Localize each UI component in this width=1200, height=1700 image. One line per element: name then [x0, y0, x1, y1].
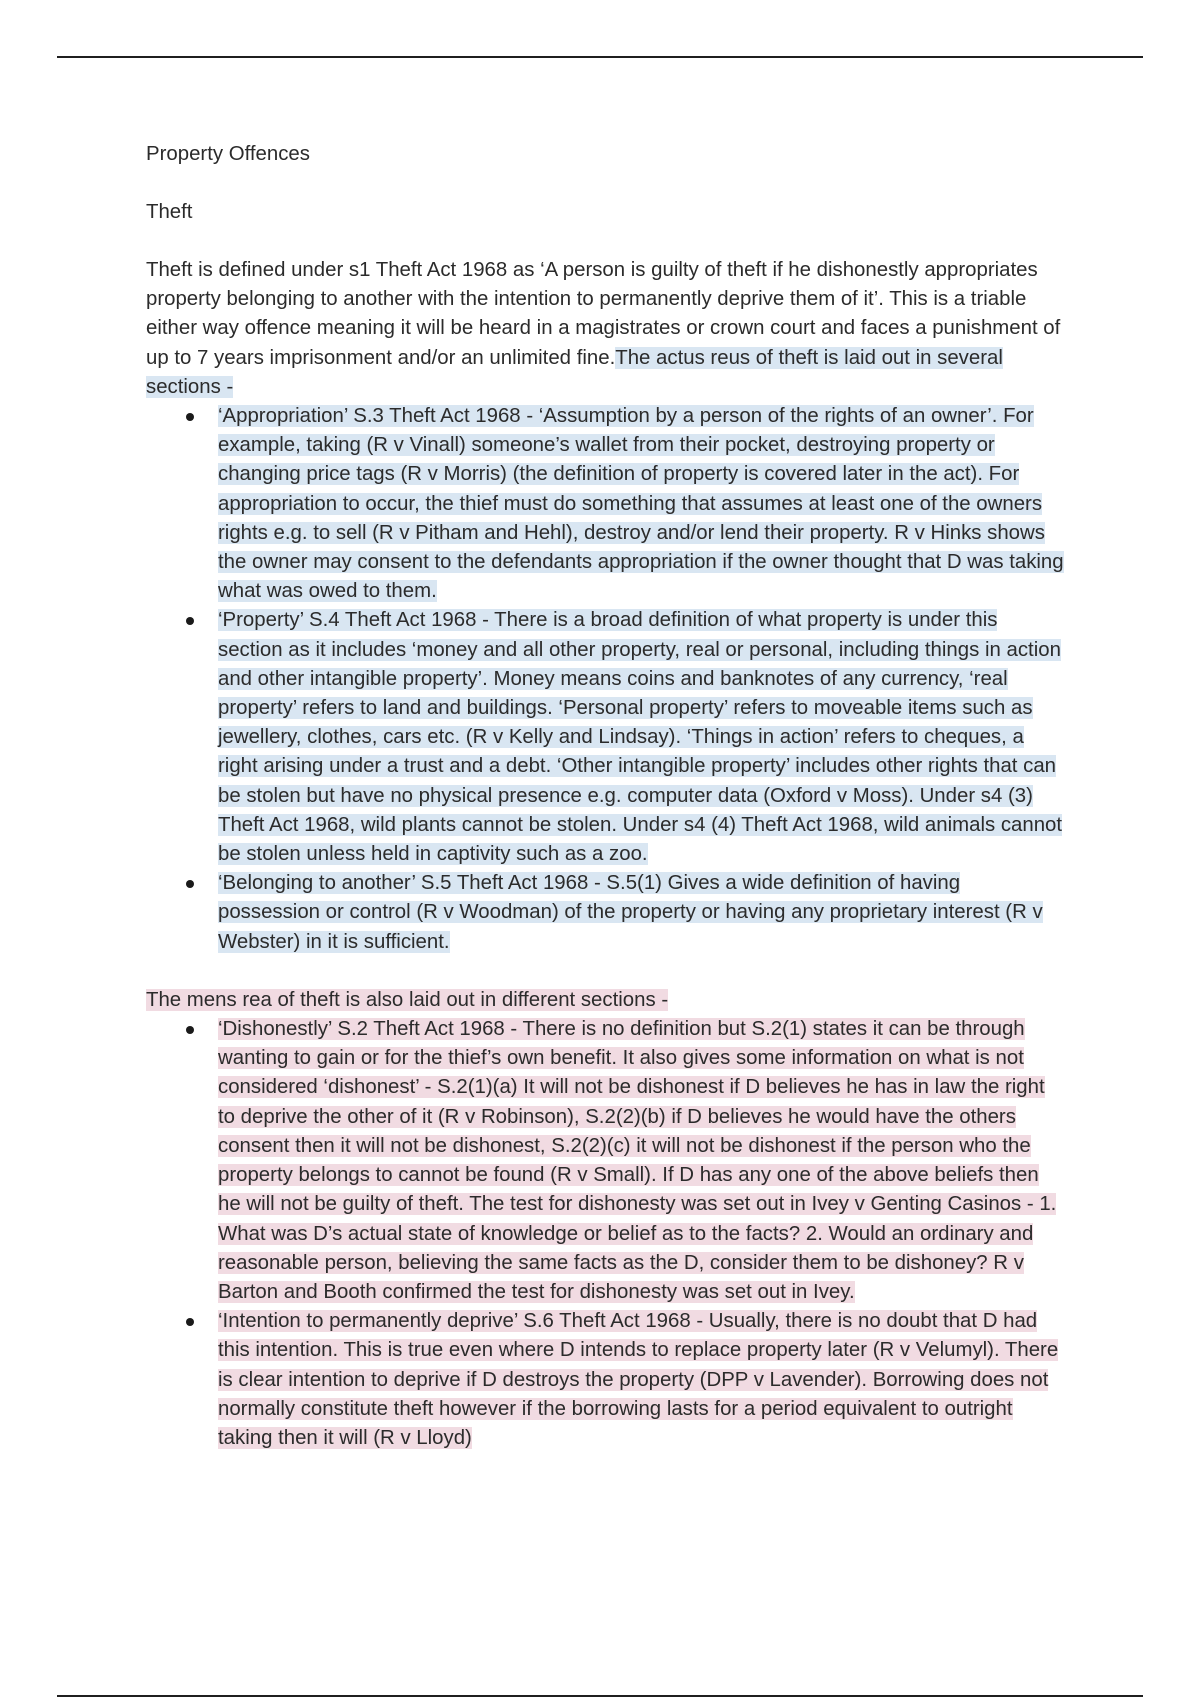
document-title: Property Offences — [146, 143, 310, 165]
list-item — [146, 869, 1066, 957]
bullet-icon — [186, 1318, 194, 1326]
list-item-text: ‘Property’ S.4 Theft Act 1968 - There is a broad definition of what property is under this section as it includes ‘money and all other property, real or personal, including things in action and other intangible property’. Money means coins and banknotes of any currency, ‘real property’ refers to land and buildings. ‘Personal property’ refers to moveable items such as jewellery, clothes, cars etc. (R v Kelly and Lindsay). ‘Things in action’ refers to cheques, a right arising under a trust and a debt. ‘Other intangible property’ includes other rights that can be stolen but have no physical presence e.g. computer data (Oxford v Moss). Under s4 (3) Theft Act 1968, wild plants cannot be stolen. Under s4 (4) Theft Act 1968, wild animals cannot be stolen unless held in captivity such as a zoo. — [218, 609, 1063, 866]
document-body — [146, 140, 1066, 1453]
bullet-icon — [186, 413, 194, 421]
footer-rule — [57, 1695, 1143, 1697]
actus-reus-intro: The actus reus of theft is laid out in several sections - — [146, 346, 1003, 398]
list-item-text: ‘Intention to permanently deprive’ S.6 Theft Act 1968 - Usually, there is no doubt that D had this intention. This is true even where D intends to replace property later (R v Velumyl). There is clear intention to deprive if D destroys the property (DPP v Lavender). Borrowing does not normally constitute theft however if the borrowing lasts for a period equivalent to outright taking then it will (R v Lloyd) — [218, 1310, 1059, 1449]
mens-rea-list — [146, 1015, 1066, 1453]
bullet-icon — [186, 1026, 194, 1034]
section-heading-theft: Theft — [146, 201, 193, 223]
list-item-text: ‘Dishonestly’ S.2 Theft Act 1968 - There is no definition but S.2(1) states it can be through wanting to gain or for the thief’s own benefit. It also gives some information on what is not considered ‘dishonest’ - S.2(1)(a) It will not be dishonest if D believes he has in law the right to deprive the other of it (R v Robinson), S.2(2)(b) if D believes he would have the others consent then it will not be dishonest, S.2(2)(c) it will not be dishonest if the person who the property belongs to cannot be found (R v Small). If D has any one of the above beliefs then he will not be guilty of theft. The test for dishonesty was set out in Ivey v Genting Casinos - 1. What was D’s actual state of knowledge or belief as to the facts? 2. Would an ordinary and reasonable person, believing the same facts as the D, consider them to be dishoney? R v Barton and Booth confirmed the test for dishonesty was set out in Ivey. — [218, 1018, 1057, 1303]
mens-rea-paragraph — [146, 986, 1066, 1015]
list-item — [146, 606, 1066, 869]
bullet-icon — [186, 880, 194, 888]
paragraph-spacer — [146, 957, 1066, 986]
intro-paragraph — [146, 256, 1066, 402]
intro-text: Theft is defined under s1 Theft Act 1968 as ‘A person is guilty of theft if he dishonestly appropriates property belonging to another with the intention to permanently deprive them of it’. This is a triable either way offence meaning it will be heard in a magistrates or crown court and faces a punishment of up to 7 years imprisonment and/or an unlimited fine. — [146, 259, 1061, 369]
list-item-text: ‘Belonging to another’ S.5 Theft Act 1968 - S.5(1) Gives a wide definition of having possession or control (R v Woodman) of the property or having any proprietary interest (R v Webster) in it is sufficient. — [218, 872, 1043, 953]
list-item — [146, 1015, 1066, 1307]
actus-reus-list — [146, 402, 1066, 957]
list-item-text: ‘Appropriation’ S.3 Theft Act 1968 - ‘Assumption by a person of the rights of an owner’. For example, taking (R v Vinall) someone’s wallet from their pocket, destroying property or changing price tags (R v Morris) (the definition of property is covered later in the act). For appropriation to occur, the thief must do something that assumes at least one of the owners rights e.g. to sell (R v Pitham and Hehl), destroy and/or lend their property. R v Hinks shows the owner may consent to the defendants appropriation if the owner thought that D was taking what was owed to them. — [218, 405, 1064, 603]
list-item — [146, 1307, 1066, 1453]
header-rule — [57, 56, 1143, 58]
mens-rea-intro: The mens rea of theft is also laid out in different sections - — [146, 988, 669, 1011]
bullet-icon — [186, 617, 194, 625]
list-item — [146, 402, 1066, 606]
